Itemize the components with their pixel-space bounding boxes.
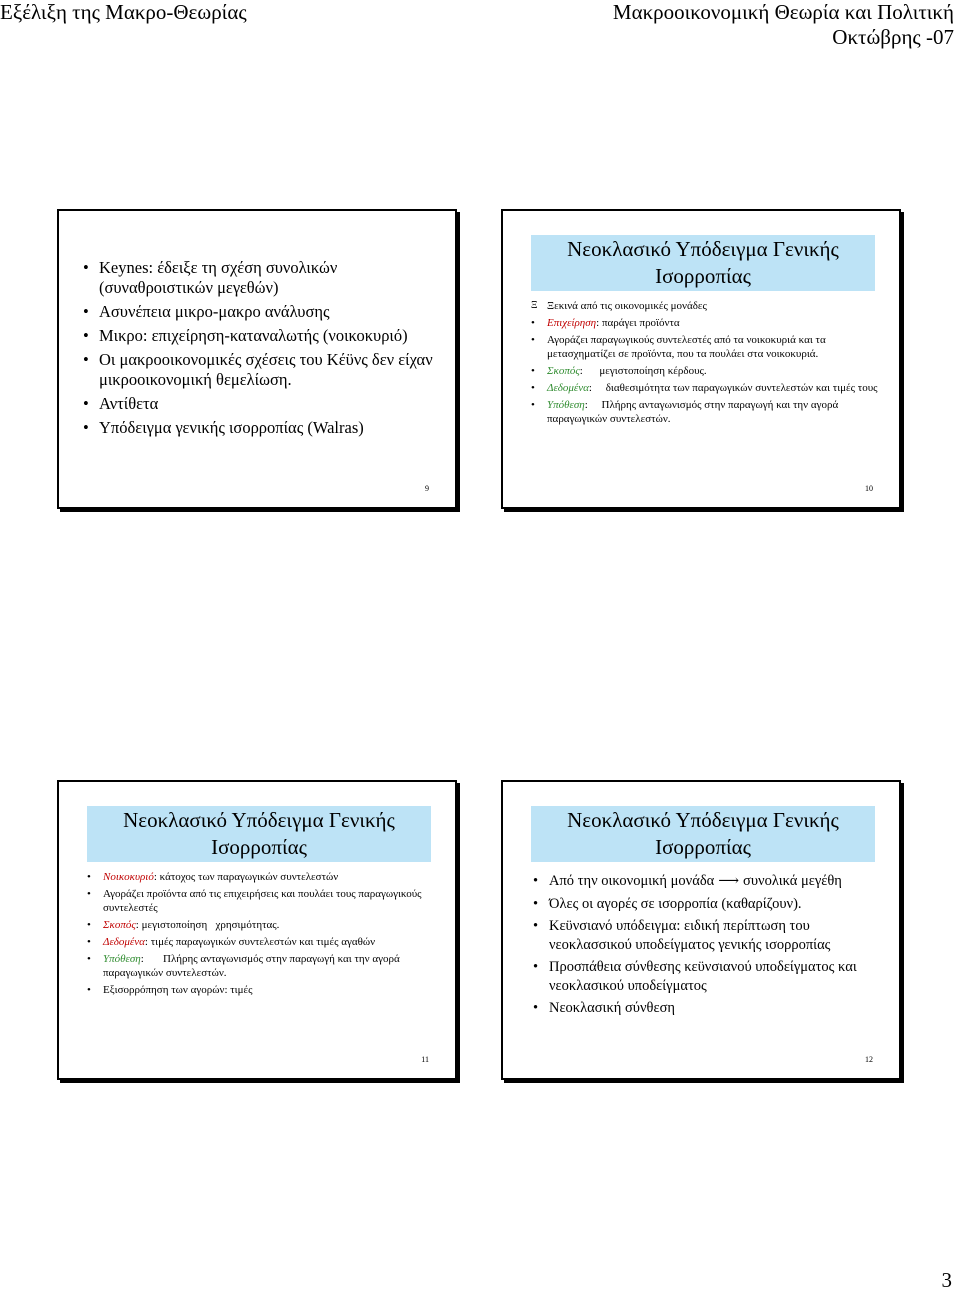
term-text: : Πλήρης ανταγωνισμός στην παραγωγή και την αγορά παραγωγικών συντελεστών. [547,399,842,425]
term-label: Επιχείρηση [547,317,597,329]
term-text: : διαθεσιμότητα των παραγωγικών συντελεστών και τιμές τους [588,382,878,394]
bullet-item [85,952,435,980]
slide-11-bullets [85,870,435,1000]
term-text: : κάτοχος των παραγωγικών συντελεστών [153,871,339,883]
bullet-item: • Νεοκλασική σύνθεση [531,999,881,1018]
header-course-title: Μακροοικονομική Θεωρία και Πολιτική [612,0,954,24]
term-label: Σκοπός [547,365,580,377]
bullet-item: • Αντίθετα [81,394,441,414]
bullet-item: • Αγοράζει παραγωγικούς συντελεστές από τα νοικοκυριά και τα μετασχηματίζει σε προϊόντα, που τα πουλάει στα νοικοκυριά. [529,333,879,361]
bullet-item [529,364,879,378]
term-text: : τιμές παραγωγικών συντελεστών και τιμές αγαθών [144,936,376,948]
bullet-item: • Εξισορρόπηση των αγορών: τιμές [85,983,435,997]
bullet-item: • Προσπάθεια σύνθεσης κεϋνσιανού υποδείγματος και νεοκλασικού υποδείγματος [531,958,881,995]
slide-number: 11 [421,1055,429,1064]
slide-number: 10 [865,484,873,493]
term-text: : μεγιστοποίηση χρησιμότητας. [135,919,280,931]
slide-10-bullets [529,299,879,429]
term-text: : Πλήρης ανταγωνισμός στην παραγωγή και την αγορά παραγωγικών συντελεστών. [103,953,403,979]
bullet-item: • Μικρο: επιχείρηση-καταναλωτής (νοικοκυριό) [81,326,441,346]
bullet-item: Ξ Ξεκινά από τις οικονομικές μονάδες [529,299,879,313]
bullet-item [531,872,881,891]
slide-title: Νεοκλασικό Υπόδειγμα Γενικής Ισορροπίας [87,806,431,862]
slide-11 [57,780,457,1080]
bullet-item [85,935,435,949]
term-text: : μεγιστοποίηση κέρδους. [579,365,707,377]
bullet-item: • Ασυνέπεια μικρο-μακρο ανάλυσης [81,302,441,322]
bullet-item: • Οι μακροοικονομικές σχέσεις του Κέϋνς δεν είχαν μικροοικονομική θεμελίωση. [81,350,441,390]
slide-9 [57,209,457,509]
slide-12 [501,780,901,1080]
bullet-item [529,316,879,330]
bullet-item: • Υπόδειγμα γενικής ισορροπίας (Walras) [81,418,441,438]
slide-10 [501,209,901,509]
term-text: : παράγει προϊόντα [596,317,680,329]
term-label: Σκοπός [103,919,136,931]
bullet-item [529,398,879,426]
slide-title: Νεοκλασικό Υπόδειγμα Γενικής Ισορροπίας [531,235,875,291]
item-text: Από την οικονομική μονάδα [549,873,715,889]
bullet-item [529,381,879,395]
bullet-item: • Όλες οι αγορές σε ισορροπία (καθαρίζουν). [531,895,881,914]
arrow-right-icon: ⟶ [718,873,740,889]
term-label: Νοικοκυριό [103,871,154,883]
document-header-right [613,0,954,50]
slide-title: Νεοκλασικό Υπόδειγμα Γενικής Ισορροπίας [531,806,875,862]
page-number: 3 [941,1268,952,1292]
item-text: συνολικά μεγέθη [743,873,842,889]
slide-9-bullets [81,258,441,442]
bullet-item: • Keynes: έδειξε τη σχέση συνολικών (συναθροιστικών μεγεθών) [81,258,441,298]
bullet-item [85,918,435,932]
header-date: Οκτώβρης -07 [832,25,954,49]
bullet-item: • Αγοράζει προϊόντα από τις επιχειρήσεις και πουλάει τους παραγωγικούς συντελεστές [85,887,435,915]
term-label: Δεδομένα [103,936,145,948]
bullet-item: • Κεϋνσιανό υπόδειγμα: ειδική περίπτωση του νεοκλασσικού υποδείγματος γενικής ισορροπίας [531,917,881,954]
term-label: Δεδομένα [547,382,589,394]
document-header-left: Εξέλιξη της Μακρο-Θεωρίας [0,0,247,24]
bullet-item [85,870,435,884]
slide-number: 9 [425,484,429,493]
term-label: Υπόθεση [547,399,585,411]
slide-number: 12 [865,1055,873,1064]
slide-12-bullets [531,872,881,1022]
term-label: Υπόθεση [103,953,141,965]
